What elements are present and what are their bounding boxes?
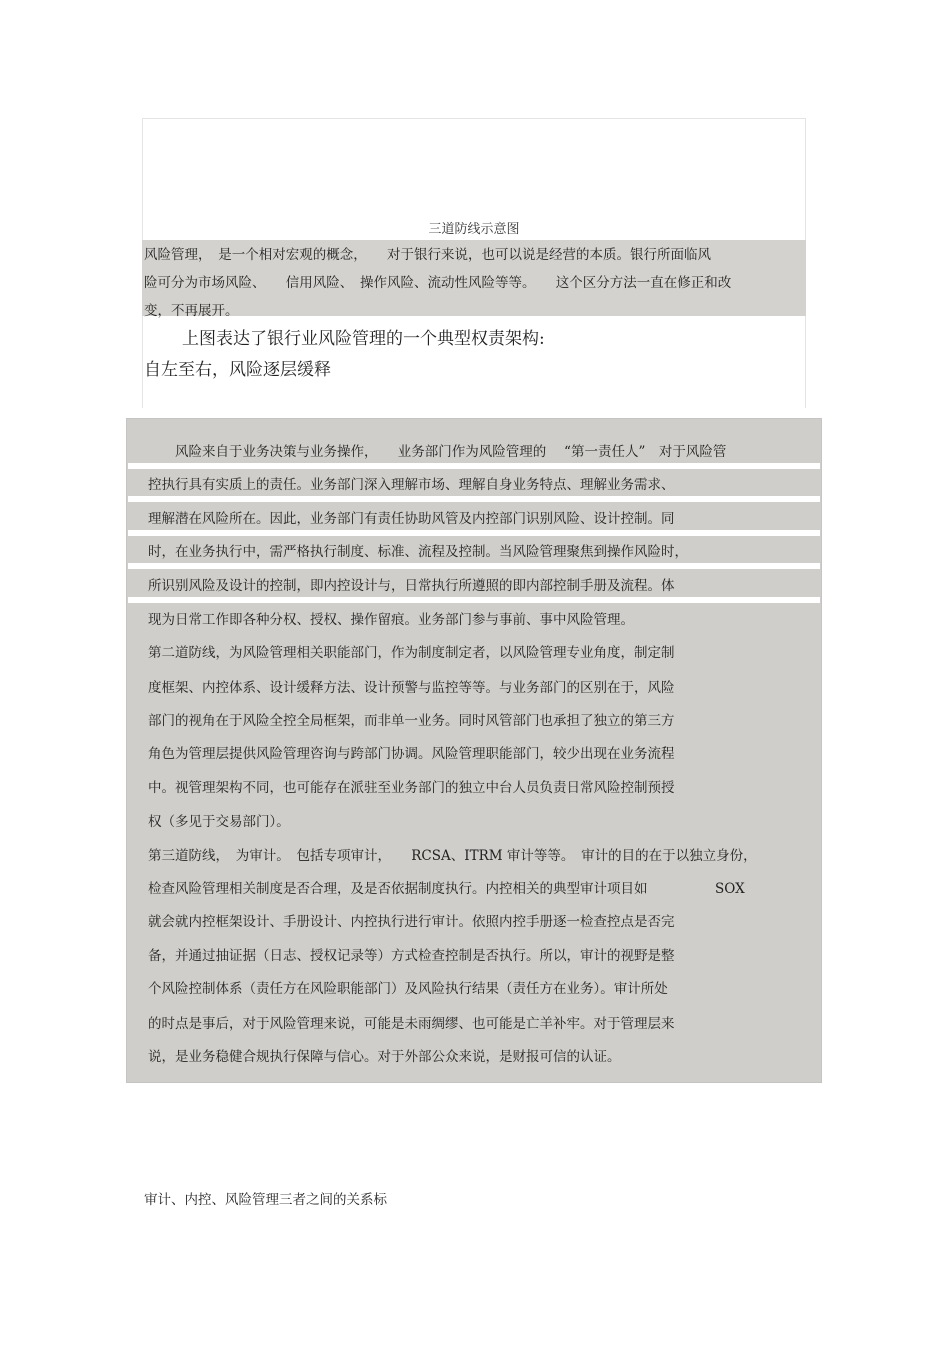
statement-line-2: 自左至右，风险逐层缓释 bbox=[144, 360, 331, 380]
box-line: 控执行具有实质上的责任。业务部门深入理解市场、理解自身业务特点、理解业务需求、 bbox=[148, 477, 675, 493]
box-line: 第三道防线， 为审计。 包括专项审计， RCSA、ITRM 审计等等。 审计的目的在于以独立身份， bbox=[148, 848, 757, 864]
statement-line-1: 上图表达了银行业风险管理的一个典型权责架构: bbox=[182, 329, 545, 349]
box-line: 现为日常工作即各种分权、授权、操作留痕。业务部门参与事前、事中风险管理。 bbox=[148, 612, 634, 628]
box-line: 风险来自于业务决策与业务操作， 业务部门作为风险管理的 “第一责任人” 对于风险管 bbox=[148, 444, 727, 460]
divider bbox=[128, 463, 820, 469]
box-line: 个风险控制体系（责任方在风险职能部门）及风险执行结果（责任方在业务）。审计所处 bbox=[148, 981, 668, 997]
divider bbox=[128, 496, 820, 502]
box-line: 备，并通过抽证据（日志、授权记录等）方式检查控制是否执行。所以，审计的视野是整 bbox=[148, 948, 675, 964]
box-line: 中。视管理架构不同，也可能存在派驻至业务部门的独立中台人员负责日常风险控制预授 bbox=[148, 780, 675, 796]
divider bbox=[128, 530, 820, 536]
intro-line: 变，不再展开。 bbox=[144, 303, 239, 319]
box-line: 时，在业务执行中，需严格执行制度、标准、流程及控制。当风险管理聚焦到操作风险时， bbox=[148, 544, 688, 560]
divider bbox=[128, 597, 820, 603]
box-line: 部门的视角在于风险全控全局框架，而非单一业务。同时风管部门也承担了独立的第三方 bbox=[148, 713, 675, 729]
box-line: 理解潜在风险所在。因此，业务部门有责任协助风管及内控部门识别风险、设计控制。同 bbox=[148, 511, 675, 527]
box-line: 第二道防线，为风险管理相关职能部门，作为制度制定者，以风险管理专业角度，制定制 bbox=[148, 645, 675, 661]
box-line: 度框架、内控体系、设计缓释方法、设计预警与监控等等。与业务部门的区别在于，风险 bbox=[148, 680, 675, 696]
figure-caption: 三道防线示意图 bbox=[428, 222, 520, 237]
box-line: 就会就内控框架设计、手册设计、内控执行进行审计。依照内控手册逐一检查控点是否完 bbox=[148, 914, 675, 930]
footer-text: 审计、内控、风险管理三者之间的关系标 bbox=[144, 1192, 387, 1208]
box-line: 权（多见于交易部门）。 bbox=[148, 814, 290, 830]
box-line: 的时点是事后，对于风险管理来说，可能是未雨绸缪、也可能是亡羊补牢。对于管理层来 bbox=[148, 1016, 675, 1032]
divider bbox=[128, 563, 820, 569]
box-line: 所识别风险及设计的控制，即内控设计与，日常执行所遵照的即内部控制手册及流程。体 bbox=[148, 578, 675, 594]
box-line: 检查风险管理相关制度是否合理，及是否依据制度执行。内控相关的典型审计项目如 SOX bbox=[148, 881, 745, 897]
box-line: 说，是业务稳健合规执行保障与信心。对于外部公众来说，是财报可信的认证。 bbox=[148, 1049, 621, 1065]
intro-line: 险可分为市场风险、 信用风险、 操作风险、流动性风险等等。 这个区分方法一直在修正和改 bbox=[144, 275, 732, 291]
intro-block bbox=[142, 240, 806, 319]
intro-line: 风险管理， 是一个相对宏观的概念， 对于银行来说，也可以说是经营的本质。银行所面临风 bbox=[144, 247, 711, 263]
box-line: 角色为管理层提供风险管理咨询与跨部门协调。风险管理职能部门，较少出现在业务流程 bbox=[148, 746, 675, 762]
